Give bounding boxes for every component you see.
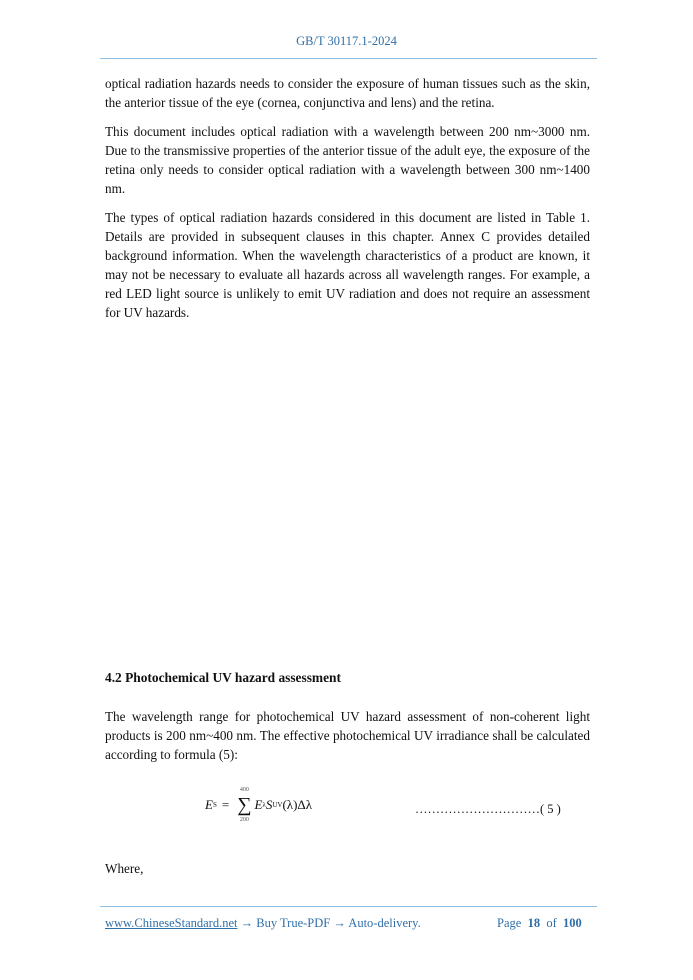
body-paragraph: The types of optical radiation hazards considered in this document are listed in Table 1. Details are provided in subsequent clauses in this chapter. Annex C provides detailed background information. When the wavelength characteristics of a product are known, it may not be necessary to evaluate all hazards across all wavelength ranges. For example, a red LED light source is unlikely to emit UV radiation and does not require an assessment for UV hazards. bbox=[105, 210, 590, 320]
current-page: 18 bbox=[527, 916, 541, 930]
total-pages: 100 bbox=[562, 916, 582, 930]
sum-symbol: ∑ bbox=[237, 794, 252, 816]
body-paragraph: This document includes optical radiation with a wavelength between 200 nm~3000 nm. Due to the transmissive properties of the anterior tissue of the adult eye, the exposure of the retina only needs to consider optical radiation with a wavelength between 300 nm~1400 nm. bbox=[105, 124, 590, 196]
where-block bbox=[105, 859, 590, 888]
sum-block bbox=[237, 786, 251, 824]
formula-lhs-sub: S bbox=[212, 801, 217, 809]
equation-number bbox=[415, 802, 561, 817]
section-heading: 4.2 Photochemical UV hazard assessment bbox=[105, 670, 341, 685]
formula-lhs: E bbox=[205, 797, 213, 812]
sum-lower-limit: 200 bbox=[239, 817, 249, 823]
leader-dots: ………………………… bbox=[415, 802, 540, 816]
of-label: of bbox=[546, 916, 557, 930]
document-id-header: GB/T 30117.1-2024 bbox=[296, 34, 397, 48]
page-indicator bbox=[497, 916, 582, 931]
body-paragraph: optical radiation hazards needs to consider the exposure of human tissues such as the skin, the anterior tissue of the eye (cornea, conjunctiva and lens) and the retina. bbox=[105, 76, 590, 110]
formula-s-sub: UV bbox=[272, 801, 283, 809]
formula-5 bbox=[205, 786, 312, 824]
equation-label: ( 5 ) bbox=[540, 802, 561, 816]
formula-s: S bbox=[265, 797, 273, 812]
footer-divider bbox=[100, 906, 597, 907]
formula-term-sub: λ bbox=[262, 801, 266, 809]
footer-promo bbox=[105, 916, 421, 931]
page-label: Page bbox=[497, 916, 522, 930]
header-divider bbox=[100, 58, 597, 59]
footer-promo-text: → Buy True-PDF → Auto-delivery. bbox=[237, 916, 421, 930]
formula-rest: (λ)Δλ bbox=[282, 797, 313, 812]
section-paragraph: The wavelength range for photochemical UV hazard assessment of non-coherent light products is 200 nm~400 nm. The effective photochemical UV irradiance shall be calculated according to formula (5): bbox=[105, 709, 590, 762]
where-label: Where, bbox=[105, 861, 144, 876]
section-4-2 bbox=[105, 668, 590, 774]
website-link[interactable]: www.ChineseStandard.net bbox=[105, 916, 238, 930]
formula-term: E bbox=[254, 797, 263, 812]
sum-upper-limit: 400 bbox=[239, 787, 249, 793]
formula-equals: = bbox=[221, 797, 230, 812]
intro-text bbox=[105, 74, 590, 332]
